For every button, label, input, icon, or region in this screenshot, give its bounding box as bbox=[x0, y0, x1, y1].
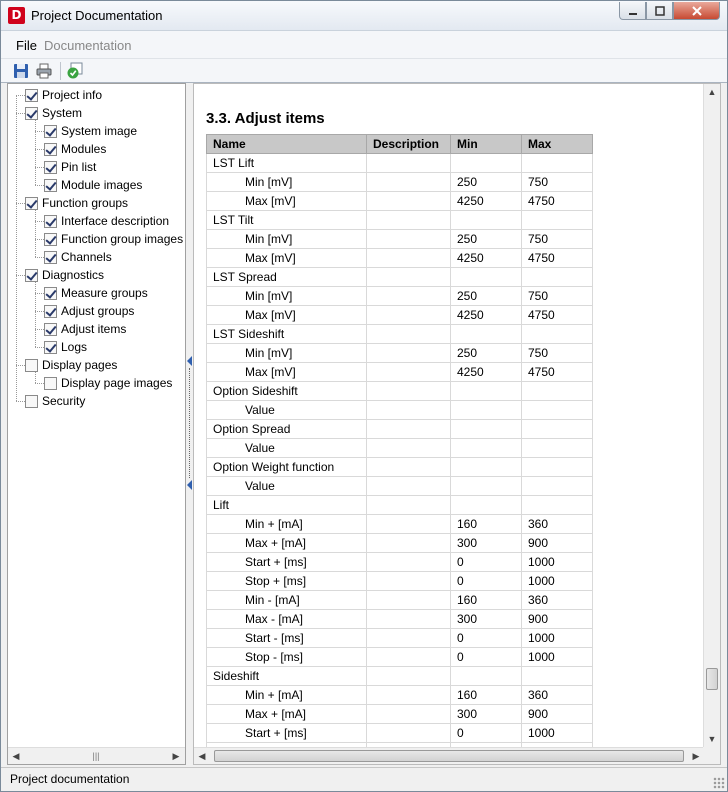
table-row bbox=[207, 686, 593, 705]
empty-cell bbox=[367, 211, 451, 230]
table-group-row bbox=[207, 458, 593, 477]
empty-cell bbox=[451, 268, 522, 287]
title-bar bbox=[1, 1, 727, 31]
min-cell: 0 bbox=[451, 648, 522, 667]
empty-cell bbox=[367, 325, 451, 344]
description-cell bbox=[367, 686, 451, 705]
max-cell: 4750 bbox=[522, 249, 593, 268]
print-icon bbox=[35, 62, 53, 80]
min-cell: 4250 bbox=[451, 363, 522, 382]
tree-connector bbox=[35, 293, 44, 294]
tree-connector bbox=[35, 185, 44, 186]
check-button[interactable] bbox=[66, 62, 84, 80]
table-row bbox=[207, 230, 593, 249]
tree-items bbox=[8, 84, 185, 748]
tree-item-checkbox[interactable] bbox=[25, 359, 38, 372]
max-cell: 360 bbox=[522, 686, 593, 705]
description-cell bbox=[367, 515, 451, 534]
min-cell: 160 bbox=[451, 515, 522, 534]
max-cell: 750 bbox=[522, 287, 593, 306]
minimize-icon bbox=[627, 5, 639, 17]
description-cell bbox=[367, 306, 451, 325]
max-cell: 1000 bbox=[522, 629, 593, 648]
toolbar-separator bbox=[60, 62, 61, 80]
table-row bbox=[207, 173, 593, 192]
description-cell bbox=[367, 534, 451, 553]
tree-connector bbox=[35, 239, 44, 240]
name-cell: Start + [ms] bbox=[207, 724, 367, 743]
column-header-description: Description bbox=[367, 135, 451, 154]
group-name-cell: LST Lift bbox=[207, 154, 367, 173]
table-row bbox=[207, 249, 593, 268]
min-cell: 0 bbox=[451, 724, 522, 743]
min-cell: 300 bbox=[451, 705, 522, 724]
minimize-button[interactable] bbox=[619, 2, 646, 20]
maximize-button[interactable] bbox=[646, 2, 673, 20]
table-header-row bbox=[207, 135, 593, 154]
empty-cell bbox=[367, 458, 451, 477]
group-name-cell: LST Tilt bbox=[207, 211, 367, 230]
column-header-max: Max bbox=[522, 135, 593, 154]
group-name-cell: Option Weight function bbox=[207, 458, 367, 477]
empty-cell bbox=[522, 325, 593, 344]
save-button[interactable] bbox=[12, 62, 30, 80]
tree-item-label: System bbox=[42, 106, 83, 120]
min-cell: 160 bbox=[451, 591, 522, 610]
min-cell: 0 bbox=[451, 572, 522, 591]
tree-item-label: Adjust items bbox=[61, 322, 127, 336]
table-group-row bbox=[207, 268, 593, 287]
max-cell: 1000 bbox=[522, 724, 593, 743]
section-tree bbox=[7, 83, 186, 765]
description-cell bbox=[367, 648, 451, 667]
table-row bbox=[207, 306, 593, 325]
status-bar bbox=[1, 767, 727, 791]
max-cell: 4750 bbox=[522, 363, 593, 382]
group-name-cell: Sideshift bbox=[207, 667, 367, 686]
tree-item-label: Channels bbox=[61, 250, 112, 264]
tree-item-checkbox[interactable] bbox=[44, 287, 57, 300]
min-cell: 250 bbox=[451, 230, 522, 249]
min-cell: 250 bbox=[451, 344, 522, 363]
tree-connector bbox=[35, 282, 36, 347]
description-cell bbox=[367, 610, 451, 629]
resize-grip-icon[interactable] bbox=[713, 777, 725, 789]
tree-item-label: Measure groups bbox=[61, 286, 148, 300]
empty-cell bbox=[367, 667, 451, 686]
min-cell: 4250 bbox=[451, 249, 522, 268]
tree-item-checkbox[interactable] bbox=[25, 197, 38, 210]
name-cell: Stop + [ms] bbox=[207, 572, 367, 591]
column-header-min: Min bbox=[451, 135, 522, 154]
tree-item-label: Adjust groups bbox=[61, 304, 135, 318]
empty-cell bbox=[367, 382, 451, 401]
empty-cell bbox=[522, 420, 593, 439]
tree-item-checkbox[interactable] bbox=[25, 107, 38, 120]
max-cell: 4750 bbox=[522, 306, 593, 325]
table-row bbox=[207, 610, 593, 629]
tree-item-checkbox[interactable] bbox=[44, 377, 57, 390]
max-cell: 750 bbox=[522, 173, 593, 192]
empty-cell bbox=[451, 211, 522, 230]
table-group-row bbox=[207, 496, 593, 515]
name-cell: Min + [mA] bbox=[207, 686, 367, 705]
name-cell: Value bbox=[207, 477, 367, 496]
max-cell: 360 bbox=[522, 515, 593, 534]
tree-connector bbox=[35, 383, 44, 384]
tree-connector bbox=[35, 120, 36, 185]
description-cell bbox=[367, 173, 451, 192]
max-cell: 900 bbox=[522, 705, 593, 724]
tree-item-checkbox[interactable] bbox=[44, 215, 57, 228]
max-cell: 1000 bbox=[522, 648, 593, 667]
tree-connector bbox=[35, 149, 44, 150]
tree-item-checkbox[interactable] bbox=[44, 125, 57, 138]
empty-cell bbox=[367, 496, 451, 515]
tree-connector bbox=[35, 311, 44, 312]
empty-cell bbox=[451, 458, 522, 477]
tree-item-checkbox[interactable] bbox=[44, 341, 57, 354]
description-cell bbox=[367, 401, 451, 420]
tree-connector bbox=[16, 365, 25, 366]
empty-cell bbox=[522, 154, 593, 173]
min-cell: 250 bbox=[451, 287, 522, 306]
tree-item-label: Project info bbox=[42, 88, 103, 102]
description-cell bbox=[367, 629, 451, 648]
tree-connector bbox=[16, 95, 17, 401]
empty-cell bbox=[451, 420, 522, 439]
scroll-right-icon[interactable]: ▶ bbox=[172, 751, 180, 761]
description-cell bbox=[367, 477, 451, 496]
horizontal-scroll-thumb[interactable] bbox=[214, 750, 684, 762]
table-row bbox=[207, 287, 593, 306]
horizontal-scrollbar[interactable] bbox=[194, 747, 704, 764]
description-cell bbox=[367, 363, 451, 382]
window-title: Project Documentation bbox=[31, 8, 163, 23]
tree-connector bbox=[35, 131, 44, 132]
min-cell bbox=[451, 439, 522, 458]
max-cell: 360 bbox=[522, 591, 593, 610]
name-cell: Max [mV] bbox=[207, 249, 367, 268]
table-row bbox=[207, 439, 593, 458]
empty-cell bbox=[451, 382, 522, 401]
menu-documentation[interactable]: Documentation bbox=[44, 38, 132, 53]
description-cell bbox=[367, 724, 451, 743]
tree-connector bbox=[35, 257, 44, 258]
empty-cell bbox=[522, 211, 593, 230]
empty-cell bbox=[451, 325, 522, 344]
table-group-row bbox=[207, 325, 593, 344]
name-cell: Min [mV] bbox=[207, 287, 367, 306]
max-cell: 750 bbox=[522, 230, 593, 249]
tree-connector bbox=[16, 275, 25, 276]
table-row bbox=[207, 515, 593, 534]
tree-item-label: Function groups bbox=[42, 196, 129, 210]
name-cell: Max [mV] bbox=[207, 363, 367, 382]
table-row bbox=[207, 192, 593, 211]
close-icon bbox=[691, 5, 703, 17]
min-cell bbox=[451, 477, 522, 496]
scroll-corner bbox=[703, 747, 720, 764]
description-cell bbox=[367, 705, 451, 724]
tree-item-checkbox[interactable] bbox=[44, 179, 57, 192]
tree-connector bbox=[35, 372, 36, 383]
min-cell: 4250 bbox=[451, 192, 522, 211]
empty-cell bbox=[451, 496, 522, 515]
empty-cell bbox=[522, 382, 593, 401]
max-cell bbox=[522, 439, 593, 458]
tree-horizontal-scrollbar[interactable] bbox=[8, 747, 185, 764]
document-view bbox=[193, 83, 721, 765]
tree-item-label: Modules bbox=[61, 142, 107, 156]
tree-item-checkbox[interactable] bbox=[44, 233, 57, 246]
tree-connector bbox=[35, 167, 44, 168]
name-cell: Min [mV] bbox=[207, 173, 367, 192]
description-cell bbox=[367, 249, 451, 268]
table-row bbox=[207, 648, 593, 667]
table-group-row bbox=[207, 420, 593, 439]
empty-cell bbox=[522, 496, 593, 515]
scroll-left-icon[interactable]: ◀ bbox=[198, 751, 206, 761]
table-group-row bbox=[207, 382, 593, 401]
group-name-cell: Option Sideshift bbox=[207, 382, 367, 401]
tree-item-checkbox[interactable] bbox=[25, 89, 38, 102]
tree-item-checkbox[interactable] bbox=[25, 395, 38, 408]
name-cell: Start + [ms] bbox=[207, 553, 367, 572]
empty-cell bbox=[522, 458, 593, 477]
scroll-up-icon[interactable]: ▲ bbox=[707, 87, 717, 97]
table-row bbox=[207, 572, 593, 591]
save-icon bbox=[12, 62, 30, 80]
tree-item-label: Interface description bbox=[61, 214, 170, 228]
name-cell: Stop - [ms] bbox=[207, 648, 367, 667]
min-cell: 300 bbox=[451, 534, 522, 553]
tree-item-label: Function group images bbox=[61, 232, 184, 246]
description-cell bbox=[367, 572, 451, 591]
table-row bbox=[207, 705, 593, 724]
min-cell: 0 bbox=[451, 629, 522, 648]
table-group-row bbox=[207, 154, 593, 173]
tree-item-label: Security bbox=[42, 394, 86, 408]
name-cell: Max [mV] bbox=[207, 192, 367, 211]
tree-item-checkbox[interactable] bbox=[44, 143, 57, 156]
empty-cell bbox=[522, 268, 593, 287]
description-cell bbox=[367, 230, 451, 249]
max-cell: 900 bbox=[522, 534, 593, 553]
group-name-cell: Lift bbox=[207, 496, 367, 515]
tree-connector bbox=[35, 347, 44, 348]
vertical-scrollbar[interactable] bbox=[703, 84, 720, 748]
tree-connector bbox=[16, 203, 25, 204]
toolbar bbox=[1, 59, 727, 83]
empty-cell bbox=[367, 268, 451, 287]
table-row bbox=[207, 344, 593, 363]
tree-connector bbox=[35, 329, 44, 330]
name-cell: Max + [mA] bbox=[207, 534, 367, 553]
max-cell: 1000 bbox=[522, 572, 593, 591]
tree-item-checkbox[interactable] bbox=[25, 269, 38, 282]
max-cell: 900 bbox=[522, 610, 593, 629]
table-row bbox=[207, 724, 593, 743]
description-cell bbox=[367, 344, 451, 363]
print-button[interactable] bbox=[35, 62, 53, 80]
description-cell bbox=[367, 287, 451, 306]
tree-connector bbox=[16, 401, 25, 402]
name-cell: Value bbox=[207, 401, 367, 420]
max-cell bbox=[522, 401, 593, 420]
table-row bbox=[207, 401, 593, 420]
tree-connector bbox=[35, 210, 36, 257]
name-cell: Min + [mA] bbox=[207, 515, 367, 534]
tree-connector bbox=[35, 221, 44, 222]
empty-cell bbox=[367, 420, 451, 439]
scroll-grip-icon: ||| bbox=[92, 751, 100, 761]
name-cell: Max - [mA] bbox=[207, 610, 367, 629]
empty-cell bbox=[522, 667, 593, 686]
max-cell: 4750 bbox=[522, 192, 593, 211]
group-name-cell: LST Spread bbox=[207, 268, 367, 287]
column-header-name: Name bbox=[207, 135, 367, 154]
table-row bbox=[207, 553, 593, 572]
tree-item-checkbox[interactable] bbox=[44, 251, 57, 264]
scroll-down-icon[interactable]: ▼ bbox=[707, 734, 717, 744]
group-name-cell: Option Spread bbox=[207, 420, 367, 439]
min-cell: 0 bbox=[451, 553, 522, 572]
min-cell bbox=[451, 401, 522, 420]
menu-file[interactable]: File bbox=[16, 38, 37, 53]
min-cell: 4250 bbox=[451, 306, 522, 325]
table-body bbox=[207, 154, 593, 762]
name-cell: Max + [mA] bbox=[207, 705, 367, 724]
empty-cell bbox=[451, 667, 522, 686]
name-cell: Start - [ms] bbox=[207, 629, 367, 648]
maximize-icon bbox=[654, 5, 666, 17]
tree-item-checkbox[interactable] bbox=[44, 305, 57, 318]
check-icon bbox=[66, 62, 84, 80]
tree-item-label: Diagnostics bbox=[42, 268, 105, 282]
table-group-row bbox=[207, 211, 593, 230]
description-cell bbox=[367, 439, 451, 458]
min-cell: 160 bbox=[451, 686, 522, 705]
scroll-right-icon[interactable]: ▶ bbox=[692, 751, 700, 761]
vertical-scroll-thumb[interactable] bbox=[706, 668, 718, 690]
min-cell: 250 bbox=[451, 173, 522, 192]
tree-item-checkbox[interactable] bbox=[44, 323, 57, 336]
table-row bbox=[207, 534, 593, 553]
tree-item-label: Pin list bbox=[61, 160, 97, 174]
table-row bbox=[207, 363, 593, 382]
menu-bar bbox=[1, 31, 727, 59]
app-logo-icon: D bbox=[8, 7, 25, 24]
scroll-left-icon[interactable]: ◀ bbox=[12, 751, 20, 761]
tree-item-label: System image bbox=[61, 124, 138, 138]
table-group-row bbox=[207, 667, 593, 686]
table-row bbox=[207, 591, 593, 610]
section-heading: 3.3. Adjust items bbox=[206, 110, 325, 127]
tree-item-label: Display page images bbox=[61, 376, 173, 390]
name-cell: Max [mV] bbox=[207, 306, 367, 325]
description-cell bbox=[367, 591, 451, 610]
max-cell: 750 bbox=[522, 344, 593, 363]
tree-item-label: Logs bbox=[61, 340, 88, 354]
name-cell: Min [mV] bbox=[207, 344, 367, 363]
splitter-grip bbox=[189, 368, 191, 478]
name-cell: Min [mV] bbox=[207, 230, 367, 249]
tree-item-label: Display pages bbox=[42, 358, 118, 372]
tree-connector bbox=[16, 113, 25, 114]
adjust-items-table bbox=[206, 134, 593, 762]
table-row bbox=[207, 477, 593, 496]
description-cell bbox=[367, 553, 451, 572]
name-cell: Min - [mA] bbox=[207, 591, 367, 610]
empty-cell bbox=[367, 154, 451, 173]
tree-item-label: Module images bbox=[61, 178, 143, 192]
tree-connector bbox=[16, 95, 25, 96]
name-cell: Value bbox=[207, 439, 367, 458]
empty-cell bbox=[451, 154, 522, 173]
max-cell bbox=[522, 477, 593, 496]
min-cell: 300 bbox=[451, 610, 522, 629]
table-row bbox=[207, 629, 593, 648]
tree-item-checkbox[interactable] bbox=[44, 161, 57, 174]
close-button[interactable] bbox=[673, 2, 720, 20]
description-cell bbox=[367, 192, 451, 211]
status-text: Project documentation bbox=[10, 772, 130, 786]
group-name-cell: LST Sideshift bbox=[207, 325, 367, 344]
max-cell: 1000 bbox=[522, 553, 593, 572]
